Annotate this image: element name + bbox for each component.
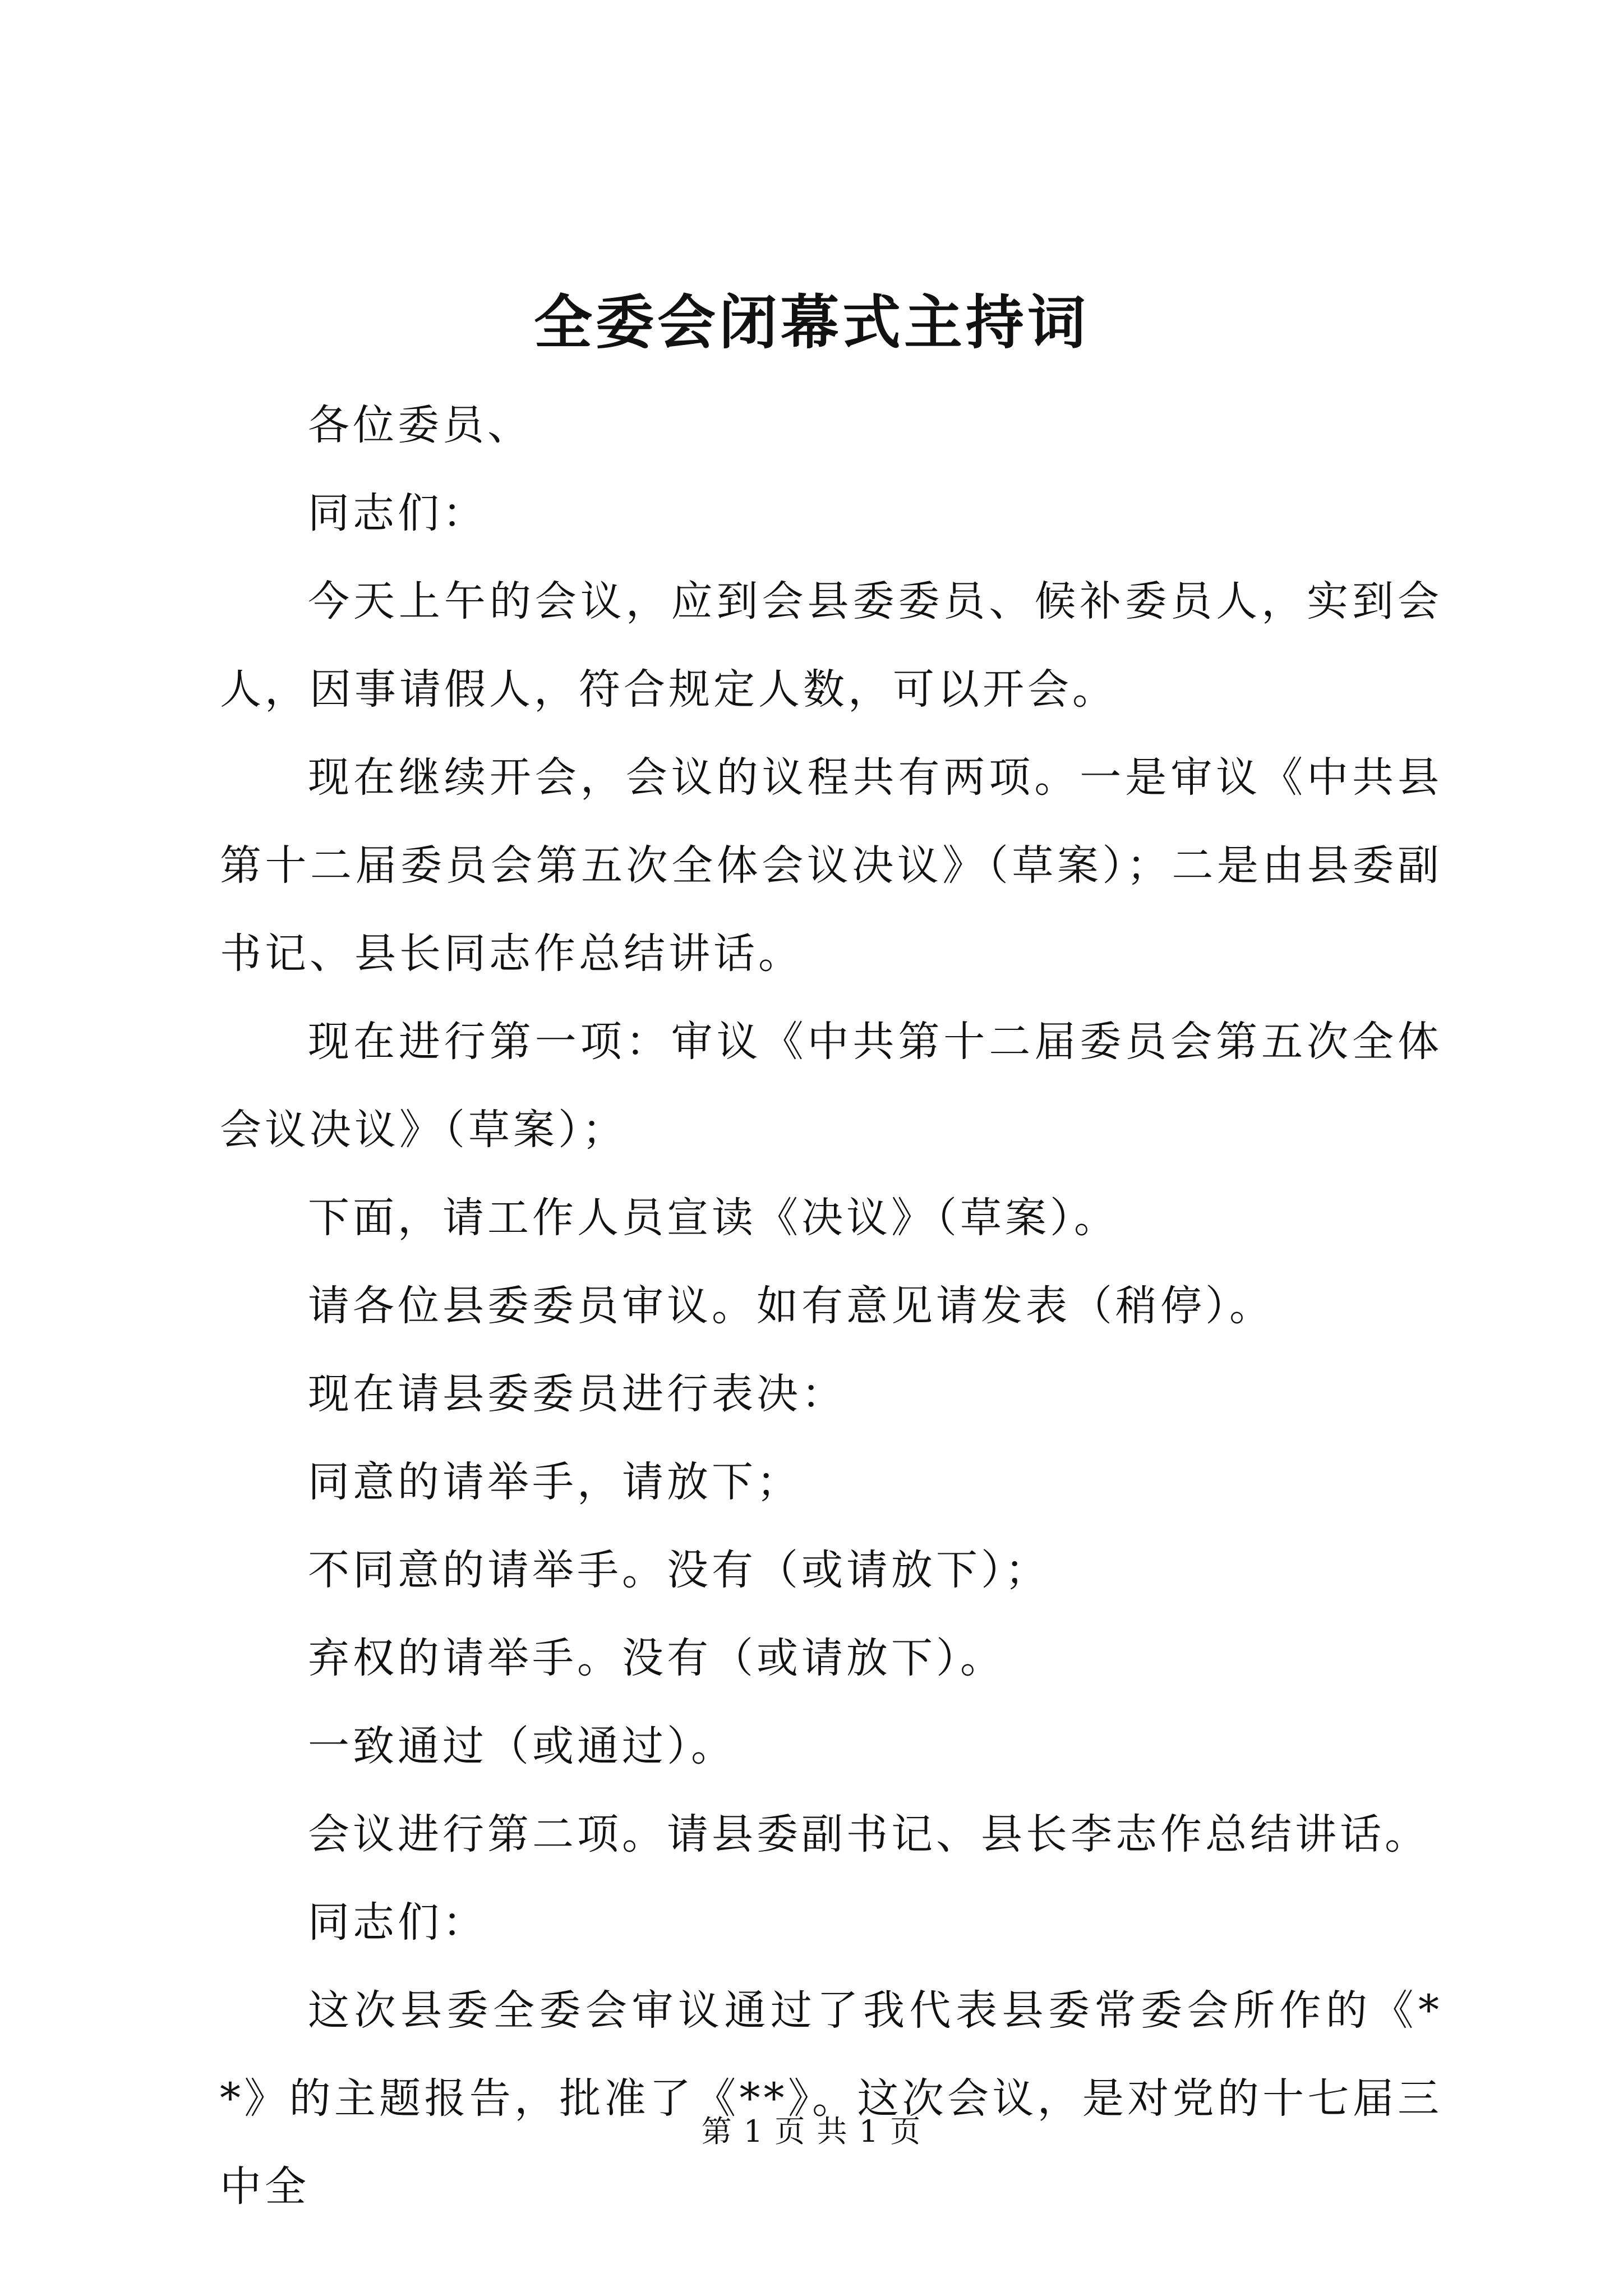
paragraph: 现在进行第一项：审议《中共第十二届委员会第五次全体会议决议》（草案）；: [220, 1018, 1442, 1154]
document-title: 全委会闭幕式主持词: [533, 288, 1089, 357]
paragraph: 下面，请工作人员宣读《决议》（草案）。: [308, 1194, 1119, 1242]
paragraph: 同意的请举手，请放下；: [308, 1458, 801, 1506]
paragraph: 现在请县委委员进行表决：: [308, 1370, 846, 1418]
paragraph: 弃权的请举手。没有（或请放下）。: [308, 1634, 1005, 1682]
paragraph: 同志们：: [308, 489, 487, 537]
paragraph: 会议进行第二项。请县委副书记、县长李志作总结讲话。: [308, 1810, 1430, 1858]
paragraph: 这次县委全委会审议通过了我代表县委常委会所作的《**》的主题报告，批准了《**》。这次会议，是对党的十七届三中全: [220, 1986, 1442, 2211]
paragraph: 现在继续开会，会议的议程共有两项。一是审议《中共县第十二届委员会第五次全体会议决议》（草案）；二是由县委副书记、县长同志作总结讲话。: [220, 753, 1442, 978]
paragraph: 请各位县委委员审议。如有意见请发表（稍停）。: [308, 1282, 1274, 1330]
page-number-footer: 第 1 页 共 1 页: [701, 2114, 922, 2149]
paragraph: 各位委员、: [308, 401, 532, 449]
document-body: [220, 381, 1442, 2231]
paragraph: 同志们：: [308, 1898, 487, 1947]
paragraph: 不同意的请举手。没有（或请放下）；: [308, 1546, 1050, 1594]
paragraph: 一致通过（或通过）。: [308, 1722, 736, 1770]
paragraph: 今天上午的会议，应到会县委委员、候补委员人，实到会人，因事请假人，符合规定人数，可以开会。: [220, 577, 1442, 714]
